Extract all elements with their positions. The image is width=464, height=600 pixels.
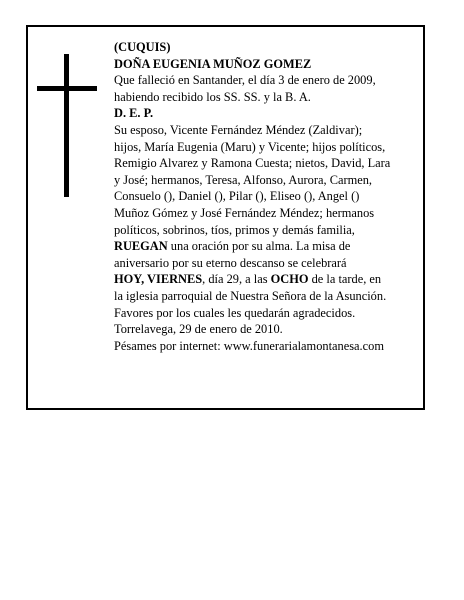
nickname: (CUQUIS) [114, 40, 171, 54]
family-line-2: hijos, María Eugenia (Maru) y Vicente; hijos políticos, [114, 139, 386, 154]
mass-day: HOY, VIERNES [114, 272, 203, 287]
family-line-3: Remigio Alvarez y Ramona Cuesta; nietos, David, Lara [114, 156, 391, 171]
deceased-name: DOÑA EUGENIA MUÑOZ GOMEZ [114, 56, 312, 71]
ruegan-line [114, 238, 419, 255]
rip-line: D. E. P. [114, 106, 154, 121]
family-line-6: Muñoz Gómez y José Fernández Méndez; hermanos [114, 205, 375, 220]
mass-day-line [114, 271, 419, 288]
family-line-5: Consuelo (), Daniel (), Pilar (), Eliseo (), Angel () [114, 189, 360, 204]
cross-horizontal-bar [37, 86, 97, 91]
obituary-text [114, 39, 419, 354]
thanks-line: Favores por los cuales les quedarán agradecidos. [114, 305, 356, 320]
death-line-1: Que falleció en Santander, el día 3 de enero de 2009, [114, 73, 376, 88]
family-line-4: y José; hermanos, Teresa, Alfonso, Aurora, Carmen, [114, 172, 373, 187]
ruegan-word: RUEGAN [114, 239, 168, 254]
condolences-line: Pésames por internet: www.funerarialamontanesa.com [114, 338, 384, 353]
ruegan-rest: una oración por su alma. La misa de [167, 239, 351, 254]
cross-vertical-bar [64, 54, 69, 197]
family-line-1: Su esposo, Vicente Fernández Méndez (Zaldivar); [114, 122, 363, 137]
place-date: Torrelavega, 29 de enero de 2010. [114, 322, 283, 337]
family-line-7: políticos, sobrinos, tíos, primos y demás familia, [114, 222, 355, 237]
mass-day-middle: , día 29, a las [202, 272, 271, 287]
mass-hour: OCHO [270, 272, 309, 287]
mass-day-rest: de la tarde, en [308, 272, 382, 287]
death-line-2: habiendo recibido los SS. SS. y la B. A. [114, 89, 311, 104]
church-line: la iglesia parroquial de Nuestra Señora de la Asunción. [114, 288, 387, 303]
mass-line-2: aniversario por su eterno descanso se celebrará [114, 255, 347, 270]
